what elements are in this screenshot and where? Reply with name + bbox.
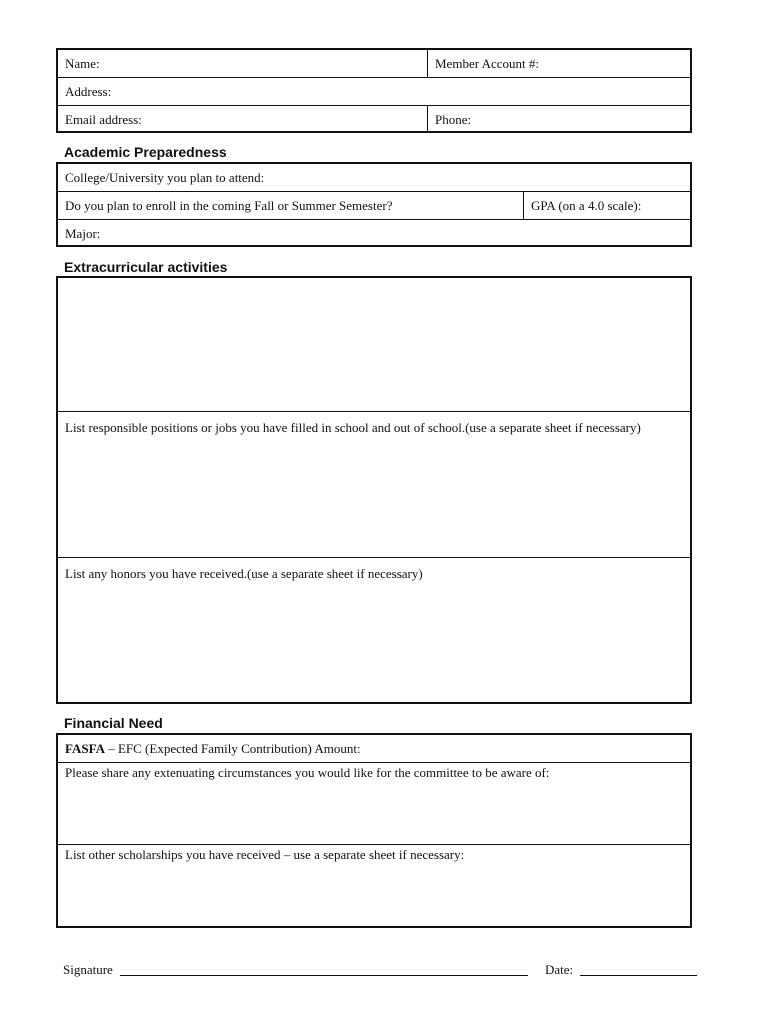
extracurricular-table xyxy=(56,276,692,704)
signature-line[interactable] xyxy=(120,975,528,976)
financial-heading: Financial Need xyxy=(64,715,163,731)
fasfa-rest: – EFC (Expected Family Contribution) Amount: xyxy=(104,741,361,756)
applicant-info-table xyxy=(56,48,692,133)
name-row xyxy=(58,50,690,78)
college-row xyxy=(58,164,690,192)
financial-table xyxy=(56,733,692,928)
major-field[interactable] xyxy=(58,220,690,245)
fasfa-row[interactable] xyxy=(58,735,690,763)
circumstances-label: Please share any extenuating circumstances you would like for the committee to be aware of: xyxy=(65,765,550,780)
member-account-field[interactable] xyxy=(427,50,690,77)
enroll-row xyxy=(58,192,690,220)
gpa-label: GPA (on a 4.0 scale): xyxy=(531,198,642,213)
circumstances-area[interactable] xyxy=(58,763,690,845)
address-field[interactable] xyxy=(58,78,690,105)
academic-heading: Academic Preparedness xyxy=(64,144,227,160)
address-label: Address: xyxy=(65,84,112,99)
phone-label: Phone: xyxy=(435,112,472,127)
enroll-label: Do you plan to enroll in the coming Fall or Summer Semester? xyxy=(65,198,393,213)
major-label: Major: xyxy=(65,226,101,241)
positions-label: List responsible positions or jobs you have filled in school and out of school.(use a separate sheet if necessary) xyxy=(65,420,641,435)
date-label: Date: xyxy=(545,962,574,977)
name-field[interactable] xyxy=(58,50,427,77)
fasfa-bold: FASFA xyxy=(65,741,105,756)
scholarships-label: List other scholarships you have received – use a separate sheet if necessary: xyxy=(65,847,465,862)
email-label: Email address: xyxy=(65,112,142,127)
scholarships-area[interactable] xyxy=(58,845,690,926)
signature-label: Signature xyxy=(63,962,113,977)
enroll-field[interactable] xyxy=(58,192,523,219)
email-field[interactable] xyxy=(58,106,427,131)
college-label: College/University you plan to attend: xyxy=(65,170,265,185)
address-row xyxy=(58,78,690,106)
gpa-field[interactable] xyxy=(523,192,690,219)
member-account-label: Member Account #: xyxy=(435,56,539,71)
honors-area[interactable] xyxy=(58,558,690,702)
academic-table xyxy=(56,162,692,247)
name-label: Name: xyxy=(65,56,100,71)
activities-area[interactable] xyxy=(58,278,690,412)
honors-label: List any honors you have received.(use a separate sheet if necessary) xyxy=(65,566,423,581)
email-row xyxy=(58,106,690,131)
date-line[interactable] xyxy=(580,975,697,976)
extracurricular-heading: Extracurricular activities xyxy=(64,259,228,275)
positions-area[interactable] xyxy=(58,412,690,558)
college-field[interactable] xyxy=(58,164,690,191)
phone-field[interactable] xyxy=(427,106,690,131)
major-row xyxy=(58,220,690,245)
fasfa-label xyxy=(65,741,361,757)
